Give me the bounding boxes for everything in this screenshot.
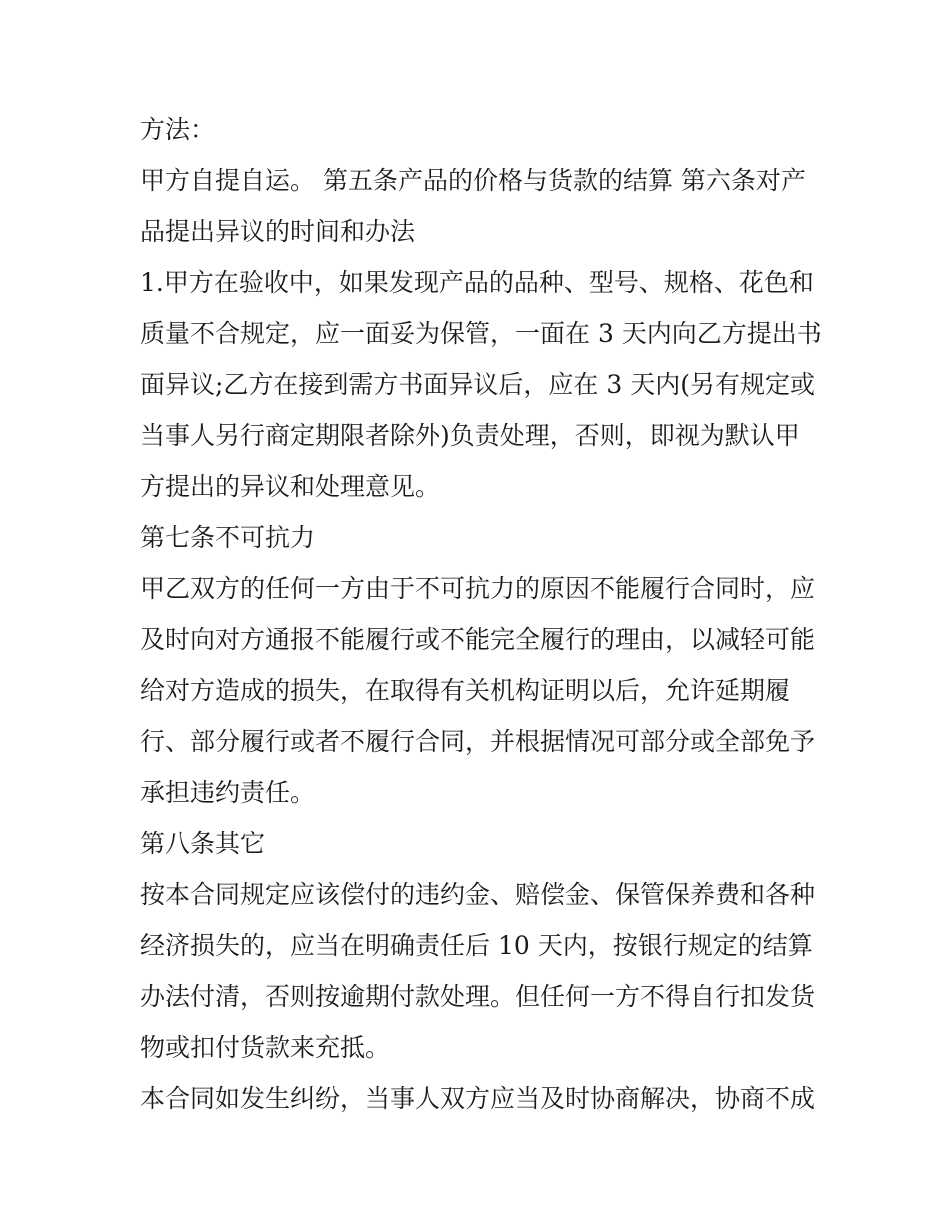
text-line: 办法付清，否则按逾期付款处理。但任何一方不得自行扣发货 (140, 982, 816, 1011)
text-line: 方提出的异议和处理意见。 (140, 472, 441, 501)
text-line: 行、部分履行或者不履行合同，并根据情况可部分或全部免予 (140, 727, 816, 756)
section-heading: 第八条其它 (140, 829, 266, 858)
document-body (140, 108, 820, 1128)
text-line: 甲方自提自运。 第五条产品的价格与货款的结算 第六条对产 (140, 166, 806, 195)
text-line: 按本合同规定应该偿付的违约金、赔偿金、保管保养费和各种 (140, 880, 816, 909)
text-line: 当事人另行商定期限者除外)负责处理，否则，即视为默认甲 (140, 421, 800, 450)
text-line: 及时向对方通报不能履行或不能完全履行的理由，以减轻可能 (140, 625, 816, 654)
text-line: 方法： (140, 115, 216, 144)
text-line: 1.甲方在验收中，如果发现产品的品种、型号、规格、花色和 (140, 268, 814, 297)
text-line: 本合同如发生纠纷，当事人双方应当及时协商解决，协商不成 (140, 1084, 816, 1113)
text-line: 经济损失的，应当在明确责任后 10 天内，按银行规定的结算 (140, 931, 813, 960)
text-line: 甲乙双方的任何一方由于不可抗力的原因不能履行合同时，应 (140, 574, 816, 603)
text-line: 品提出异议的时间和办法 (140, 217, 416, 246)
text-line: 面异议;乙方在接到需方书面异议后，应在 3 天内(另有规定或 (140, 370, 815, 399)
section-heading: 第七条不可抗力 (140, 523, 316, 552)
text-line: 物或扣付货款来充抵。 (140, 1033, 391, 1062)
text-line: 质量不合规定，应一面妥为保管，一面在 3 天内向乙方提出书 (140, 319, 822, 348)
text-line: 承担违约责任。 (140, 778, 316, 807)
text-line: 给对方造成的损失，在取得有关机构证明以后，允许延期履 (140, 676, 791, 705)
